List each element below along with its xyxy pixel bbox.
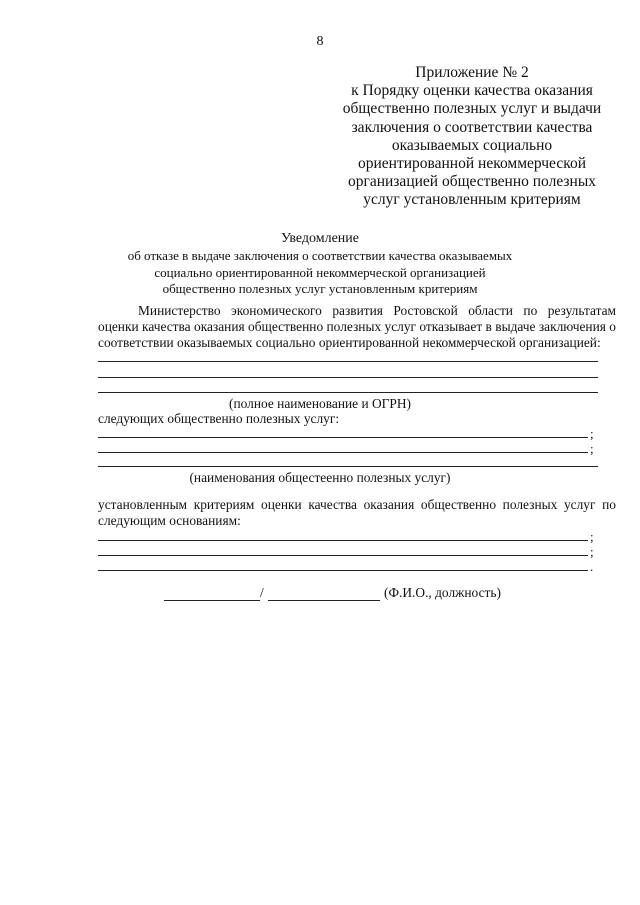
grounds-line-2-end: ; (590, 544, 594, 559)
notice-subtitle-line: об отказе в выдаче заключения о соответствии качества оказываемых (127, 248, 513, 264)
name-position-line (268, 600, 380, 601)
signature-line (164, 600, 260, 601)
services-line-2-end: ; (590, 441, 594, 456)
signature-caption: (Ф.И.О., должность) (384, 585, 501, 600)
appendix-line: Приложение № 2 (415, 64, 529, 81)
appendix-line: общественно полезных услуг и выдачи (342, 100, 602, 118)
appendix-line: заключения о соответствии качества (351, 118, 593, 136)
grounds-line-1-end: ; (590, 529, 594, 544)
grounds-line-1 (98, 540, 588, 541)
grounds-line-3 (98, 570, 588, 571)
signature-separator: / (260, 585, 264, 600)
appendix-header (332, 64, 612, 210)
grounds-line-3-end: . (590, 559, 594, 574)
notice-subtitle-line: общественно полезных услуг установленным критериям (162, 280, 478, 296)
services-label: следующих общественно полезных услуг: (98, 411, 340, 426)
services-line-1-end: ; (590, 426, 594, 441)
org-name-line-3 (98, 392, 598, 393)
org-name-line-2 (98, 377, 598, 378)
grounds-paragraph: установленным критериям оценки качества оказания общественно полезных услуг по следующим основаниям: (98, 497, 616, 528)
notice-subtitle-line: социально ориентированной некоммерческой организацией (154, 264, 486, 280)
refusal-paragraph: Министерство экономического развития Ростовской области по результатам оценки качества оказания общественно полезных услуг отказывает в выдаче заключения о соответствии оказываемых социально ориентированной некоммерческой организацией: (98, 303, 616, 350)
appendix-line: к Порядку оценки качества оказания (351, 82, 593, 100)
page-number: 8 (316, 34, 324, 49)
services-caption: (наименования общестеенно полезных услуг) (189, 470, 451, 485)
appendix-line: услуг установленным критериям (363, 191, 581, 209)
notice-heading (0, 231, 640, 297)
services-line-2 (98, 452, 588, 453)
appendix-line: оказываемых социально (391, 136, 553, 154)
services-line-1 (98, 437, 588, 438)
notice-title: Уведомление (280, 231, 359, 246)
org-name-caption: (полное наименование и ОГРН) (229, 396, 411, 411)
org-name-line-1 (98, 361, 598, 362)
grounds-line-2 (98, 555, 588, 556)
appendix-line: организацией общественно полезных (347, 173, 596, 191)
services-line-3 (98, 466, 598, 467)
appendix-line: ориентированной некоммерческой (357, 155, 586, 173)
